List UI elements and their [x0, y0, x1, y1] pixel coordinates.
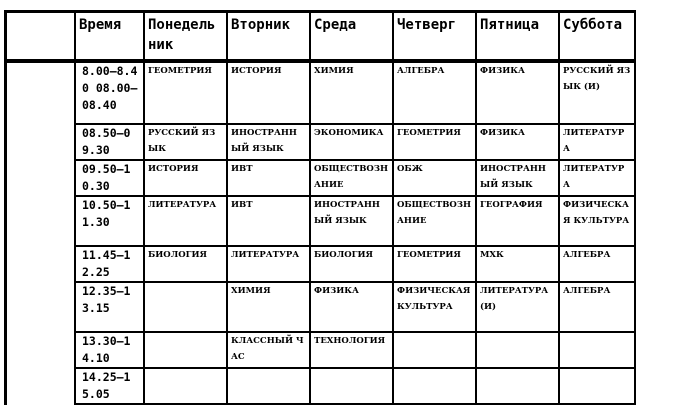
tuesday-lesson: КЛАССНЫЙ ЧАС [228, 333, 311, 369]
header-thursday: Четверг [394, 13, 477, 63]
row-blank-cell [7, 369, 76, 405]
row-blank-cell [7, 283, 76, 333]
tuesday-lesson: ИВТ [228, 197, 311, 247]
monday-lesson: ЛИТЕРАТУРА [145, 197, 228, 247]
saturday-lesson [560, 333, 636, 369]
header-tuesday: Вторник [228, 13, 311, 63]
monday-lesson: ИСТОРИЯ [145, 161, 228, 197]
header-row [7, 13, 636, 63]
lesson-row-3 [7, 161, 636, 197]
thursday-lesson [394, 333, 477, 369]
row-blank-cell [7, 333, 76, 369]
tuesday-lesson [228, 369, 311, 405]
thursday-lesson: ОБЖ [394, 161, 477, 197]
wednesday-lesson: ИНОСТРАННЫЙ ЯЗЫК [311, 197, 394, 247]
thursday-lesson [394, 369, 477, 405]
thursday-lesson: ГЕОМЕТРИЯ [394, 247, 477, 283]
thursday-lesson: ОБЩЕСТВОЗНАНИЕ [394, 197, 477, 247]
lesson-time: 14.25–15.05 [76, 369, 145, 405]
friday-lesson: ИНОСТРАННЫЙ ЯЗЫК [477, 161, 560, 197]
header-blank-cell [7, 13, 76, 63]
saturday-lesson: РУССКИЙ ЯЗЫК (И) [560, 63, 636, 125]
lesson-time: 12.35–13.15 [76, 283, 145, 333]
lesson-time: 11.45–12.25 [76, 247, 145, 283]
wednesday-lesson: ФИЗИКА [311, 283, 394, 333]
friday-lesson [477, 369, 560, 405]
monday-lesson: ГЕОМЕТРИЯ [145, 63, 228, 125]
friday-lesson: ФИЗИКА [477, 125, 560, 161]
row-blank-cell [7, 125, 76, 161]
tuesday-lesson: ИВТ [228, 161, 311, 197]
monday-lesson: БИОЛОГИЯ [145, 247, 228, 283]
lesson-time: 10.50–11.30 [76, 197, 145, 247]
lesson-time: 09.50–10.30 [76, 161, 145, 197]
monday-lesson: РУССКИЙ ЯЗЫК [145, 125, 228, 161]
lesson-row-2 [7, 125, 636, 161]
wednesday-lesson: БИОЛОГИЯ [311, 247, 394, 283]
wednesday-lesson: ХИМИЯ [311, 63, 394, 125]
wednesday-lesson: ЭКОНОМИКА [311, 125, 394, 161]
tuesday-lesson: ИСТОРИЯ [228, 63, 311, 125]
thursday-lesson: АЛГЕБРА [394, 63, 477, 125]
monday-lesson [145, 283, 228, 333]
wednesday-lesson: ОБЩЕСТВОЗНАНИЕ [311, 161, 394, 197]
monday-lesson [145, 333, 228, 369]
header-time: Время [76, 13, 145, 63]
thursday-lesson: ГЕОМЕТРИЯ [394, 125, 477, 161]
wednesday-lesson: ТЕХНОЛОГИЯ [311, 333, 394, 369]
monday-lesson [145, 369, 228, 405]
tuesday-lesson: ЛИТЕРАТУРА [228, 247, 311, 283]
header-friday: Пятница [477, 13, 560, 63]
saturday-lesson [560, 369, 636, 405]
friday-lesson: ГЕОГРАФИЯ [477, 197, 560, 247]
thursday-lesson: ФИЗИЧЕСКАЯ КУЛЬТУРА [394, 283, 477, 333]
lesson-time: 13.30–14.10 [76, 333, 145, 369]
lesson-row-1 [7, 63, 636, 125]
friday-lesson [477, 333, 560, 369]
header-saturday: Суббота [560, 13, 636, 63]
lesson-time: 8.00–8.40 08.00–08.40 [76, 63, 145, 125]
saturday-lesson: АЛГЕБРА [560, 247, 636, 283]
lesson-row-8 [7, 369, 636, 405]
header-monday: Понедельник [145, 13, 228, 63]
row-blank-cell [7, 247, 76, 283]
schedule-table [4, 10, 636, 405]
lesson-row-6 [7, 283, 636, 333]
friday-lesson: ЛИТЕРАТУРА (И) [477, 283, 560, 333]
lesson-row-7 [7, 333, 636, 369]
saturday-lesson: ЛИТЕРАТУРА [560, 125, 636, 161]
header-wednesday: Среда [311, 13, 394, 63]
lesson-row-4 [7, 197, 636, 247]
saturday-lesson: АЛГЕБРА [560, 283, 636, 333]
wednesday-lesson [311, 369, 394, 405]
lesson-row-5 [7, 247, 636, 283]
friday-lesson: МХК [477, 247, 560, 283]
tuesday-lesson: ХИМИЯ [228, 283, 311, 333]
lesson-time: 08.50–09.30 [76, 125, 145, 161]
saturday-lesson: ЛИТЕРАТУРА [560, 161, 636, 197]
row-blank-cell [7, 63, 76, 125]
saturday-lesson: ФИЗИЧЕСКАЯ КУЛЬТУРА [560, 197, 636, 247]
row-blank-cell [7, 197, 76, 247]
row-blank-cell [7, 161, 76, 197]
tuesday-lesson: ИНОСТРАННЫЙ ЯЗЫК [228, 125, 311, 161]
friday-lesson: ФИЗИКА [477, 63, 560, 125]
